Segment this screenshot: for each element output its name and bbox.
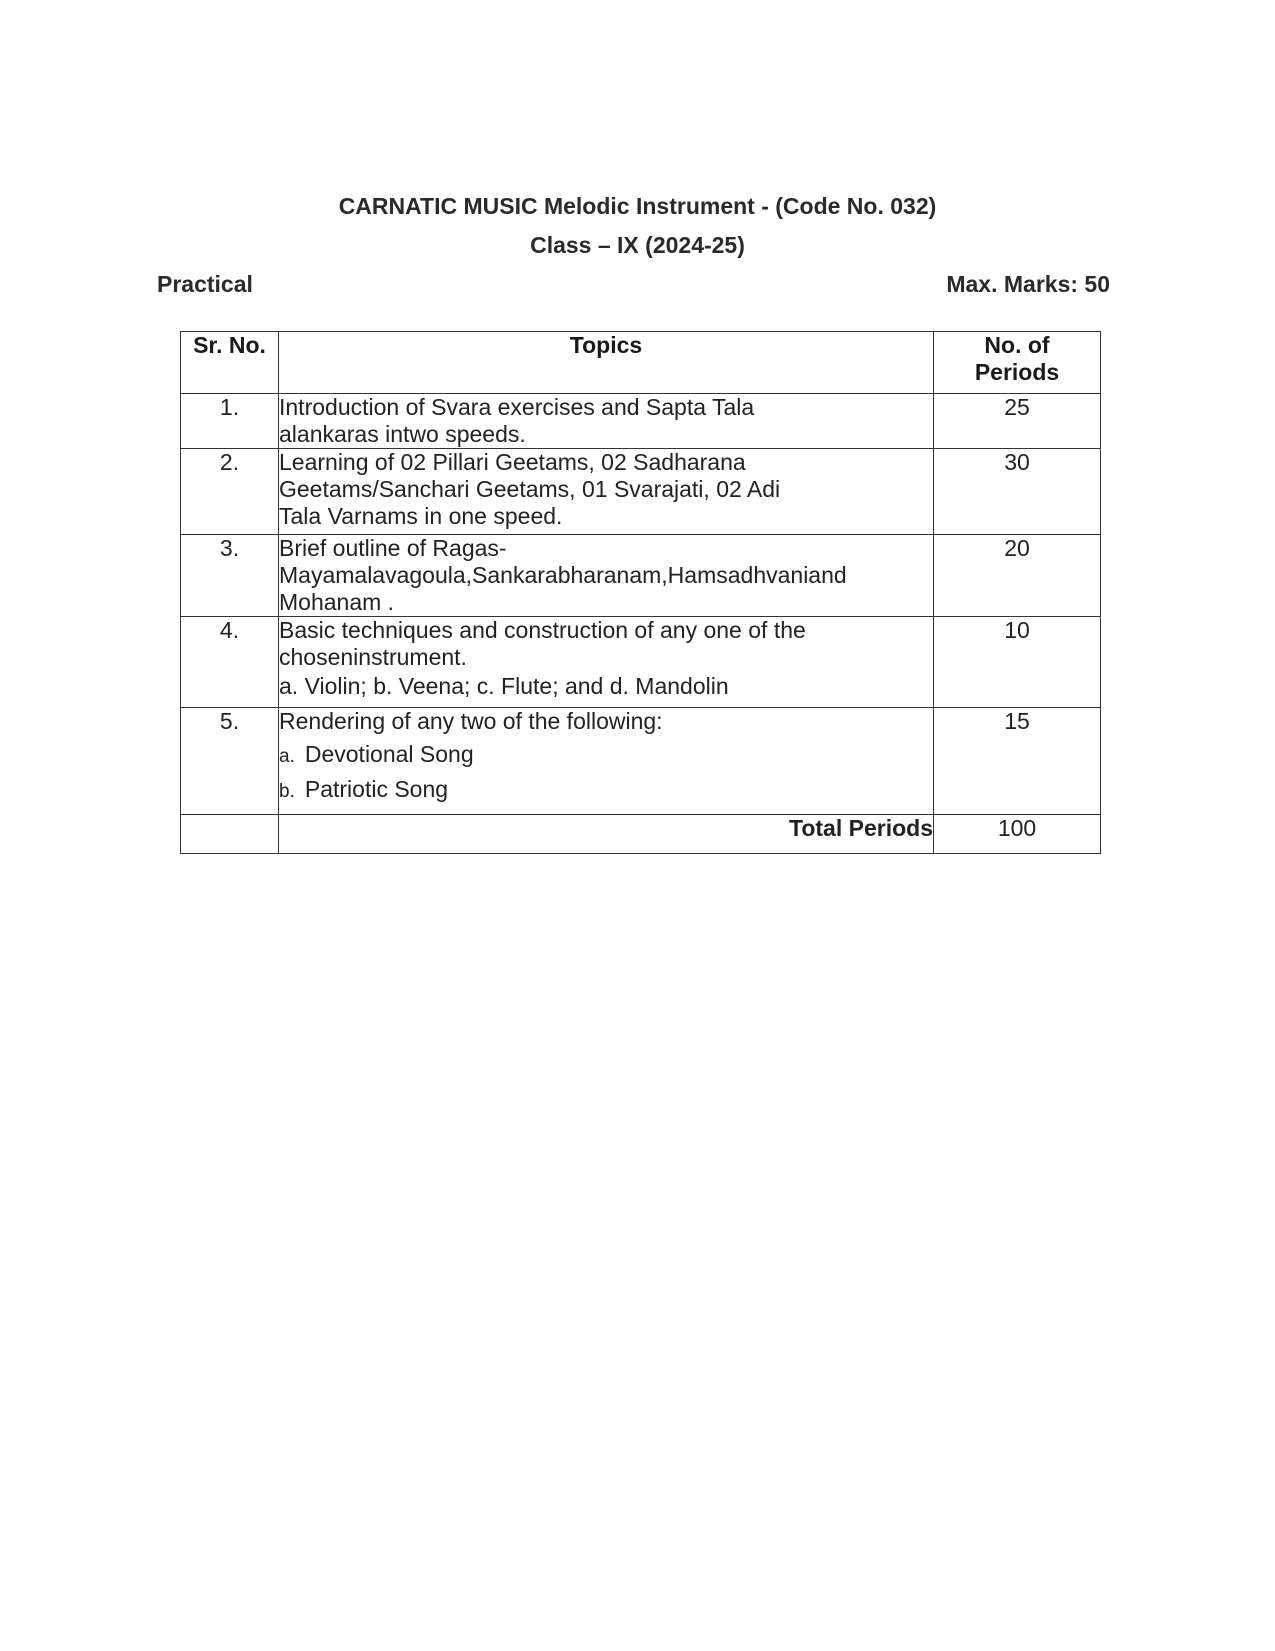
row-periods: 25 bbox=[934, 394, 1101, 449]
sub-item-text: Patriotic Song bbox=[304, 776, 449, 802]
row-topic bbox=[279, 708, 934, 815]
topic-line: Learning of 02 Pillari Geetams, 02 Sadharana bbox=[279, 449, 746, 475]
table-row bbox=[181, 617, 1101, 708]
total-row-empty-cell bbox=[181, 815, 279, 854]
row-periods: 10 bbox=[934, 617, 1101, 708]
sub-item-letter: a. bbox=[279, 746, 295, 767]
topic-line: Geetams/Sanchari Geetams, 01 Svarajati, 02 Adi bbox=[279, 476, 781, 502]
table-row bbox=[181, 708, 1101, 815]
total-periods-value: 100 bbox=[934, 815, 1101, 854]
row-sr-no: 3. bbox=[181, 535, 279, 617]
table-row bbox=[181, 535, 1101, 617]
column-header-topics: Topics bbox=[279, 332, 934, 394]
row-sr-no: 2. bbox=[181, 449, 279, 535]
practical-label: Practical bbox=[157, 271, 253, 297]
syllabus-table bbox=[180, 331, 1101, 854]
row-periods: 20 bbox=[934, 535, 1101, 617]
topic-line: alankaras intwo speeds. bbox=[279, 421, 526, 447]
row-sr-no: 1. bbox=[181, 394, 279, 449]
topic-line: a. Violin; b. Veena; c. Flute; and d. Mandolin bbox=[279, 673, 729, 699]
total-periods-label: Total Periods bbox=[279, 815, 934, 854]
row-periods: 30 bbox=[934, 449, 1101, 535]
row-topic bbox=[279, 394, 934, 449]
row-sr-no: 5. bbox=[181, 708, 279, 815]
topic-line: Mayamalavagoula,Sankarabharanam,Hamsadhvaniand bbox=[279, 562, 847, 588]
table-row bbox=[181, 449, 1101, 535]
max-marks-label: Max. Marks: 50 bbox=[946, 271, 1110, 297]
topic-line: Introduction of Svara exercises and Sapta Tala bbox=[279, 394, 755, 420]
sub-item-text: Devotional Song bbox=[304, 741, 474, 767]
total-row bbox=[181, 815, 1101, 854]
table-row bbox=[181, 394, 1101, 449]
topic-line: Mohanam . bbox=[279, 589, 395, 615]
sub-item-devotional bbox=[279, 741, 933, 770]
row-topic bbox=[279, 617, 934, 708]
table-header-row bbox=[181, 332, 1101, 394]
column-header-periods-line1: No. of bbox=[984, 332, 1050, 358]
sub-item-letter: b. bbox=[279, 781, 295, 802]
row-topic bbox=[279, 535, 934, 617]
column-header-periods bbox=[934, 332, 1101, 394]
row-sr-no: 4. bbox=[181, 617, 279, 708]
column-header-sr-no: Sr. No. bbox=[181, 332, 279, 394]
row-periods: 15 bbox=[934, 708, 1101, 815]
topic-line: Tala Varnams in one speed. bbox=[279, 503, 563, 529]
topic-line: choseninstrument. bbox=[279, 644, 467, 670]
topic-line: Rendering of any two of the following: bbox=[279, 708, 663, 734]
column-header-periods-line2: Periods bbox=[974, 359, 1060, 385]
topic-line: Basic techniques and construction of any one of the bbox=[279, 617, 806, 643]
topic-line: Brief outline of Ragas- bbox=[279, 535, 507, 561]
document-title: CARNATIC MUSIC Melodic Instrument - (Code No. 032) bbox=[338, 193, 937, 219]
sub-item-patriotic bbox=[279, 776, 933, 805]
class-line: Class – IX (2024-25) bbox=[530, 232, 745, 258]
row-topic bbox=[279, 449, 934, 535]
